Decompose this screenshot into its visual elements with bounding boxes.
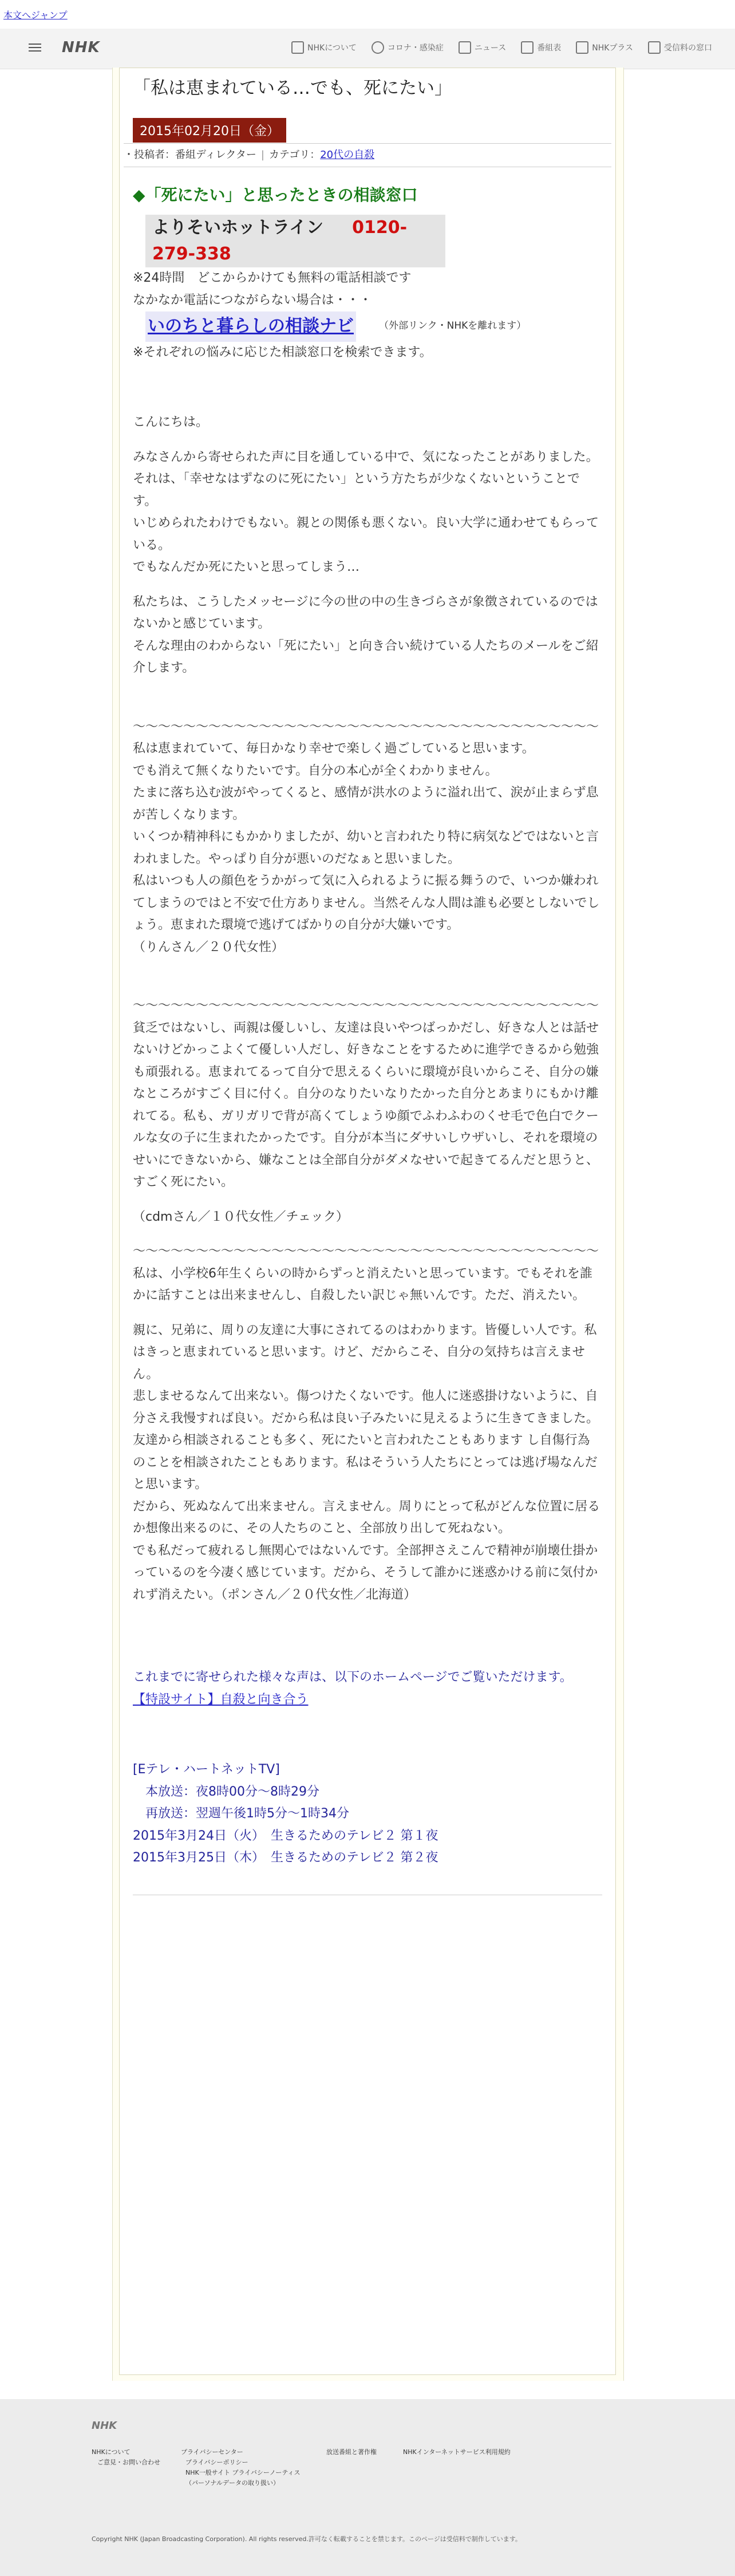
outro-text: これまでに寄せられた様々な声は、以下のホームページでご覧いただけます。 (133, 1670, 572, 1685)
nav-nhk-about[interactable] (291, 41, 357, 54)
category-label: カテゴリ： (268, 149, 321, 161)
wave-divider: 〜〜〜〜〜〜〜〜〜〜〜〜〜〜〜〜〜〜〜〜〜〜〜〜〜〜〜〜〜〜〜〜〜〜〜〜〜 (133, 1244, 599, 1259)
footer-link[interactable]: NHKインターネットサービス利用規約 (403, 2448, 511, 2456)
nav-label: コロナ・感染症 (387, 44, 444, 53)
navi-lead: なかなか電話につながらない場合は・・・ (133, 293, 372, 307)
site-header (0, 29, 735, 69)
bullet-icon: ・ (124, 149, 134, 161)
contract-icon (648, 41, 661, 54)
footer-link[interactable]: 放送番組と著作権 (326, 2448, 377, 2456)
article-body (133, 181, 602, 1895)
paragraph: みなさんから寄せられた声に目を通している中で、気になったことがありました。 (133, 449, 599, 464)
paragraph: それは、「幸せなはずなのに死にたい」という方たちが少なくないということです。 (133, 472, 580, 508)
nhk-box-icon (291, 41, 304, 54)
nav-label: 受信料の窓口 (664, 44, 712, 53)
wave-divider: 〜〜〜〜〜〜〜〜〜〜〜〜〜〜〜〜〜〜〜〜〜〜〜〜〜〜〜〜〜〜〜〜〜〜〜〜〜 (133, 999, 599, 1013)
navi-note: ※それぞれの悩みに応じた相談窓口を検索できます。 (133, 345, 432, 360)
divider: | (260, 149, 264, 161)
nav-fee[interactable] (648, 41, 712, 54)
footer-col-2 (181, 2447, 300, 2488)
category-link[interactable]: 20代の自殺 (320, 149, 375, 161)
tv-line: 再放送：翌週午後1時5分〜1時34分 (133, 1806, 349, 1821)
nav-news[interactable] (459, 41, 506, 54)
signature: （りんさん／２０代女性） (133, 940, 284, 954)
page-title: 「私は恵まれている…でも、死にたい」 (133, 78, 452, 98)
paragraph: いくつか精神科にもかかりましたが、幼いと言われたり特に病気などではないと言われました。やっぱり自分が悪いのだなぁと思いました。 (133, 830, 599, 866)
hotline-row (145, 215, 602, 267)
paragraph: 私たちは、こうしたメッセージに今の世の中の生きづらさが象徴されているのではないかと感じています。 (133, 594, 598, 631)
paragraph: でも消えて無くなりたいです。自分の本心が全くわかりません。 (133, 763, 498, 778)
paragraph: 私は恵まれていて、毎日かなり幸せで楽しく過ごしていると思います。 (133, 741, 535, 756)
nav-label: NHKプラス (592, 44, 633, 53)
tv-line: [Eテレ・ハートネットTV] (133, 1762, 280, 1777)
nhk-logo[interactable]: NHK (62, 39, 100, 56)
skip-to-content-link[interactable]: 本文へジャンプ (3, 10, 68, 21)
paragraph: 私は、小学校6年生くらいの時からずっと消えたいと思っています。でもそれを誰かに話すことは出来ませんし、自殺したい訳じゃ無いんです。ただ、消えたい。 (133, 1266, 592, 1303)
paragraph: そんな理由のわからない「死にたい」と向き合い続けている人たちのメールをご紹介します。 (133, 638, 599, 675)
greeting: こんにちは。 (133, 415, 209, 429)
navi-row (145, 311, 602, 342)
hotline-name: よりそいホットライン (152, 218, 324, 238)
paragraph: 親に、兄弟に、周りの友達に大事にされてるのはわかります。皆優しい人です。私はきっと恵まれていると思います。けど、だからこそ、自分の気持ちは言えません。 (133, 1323, 597, 1382)
external-link-note: （外部リンク・NHKを離れます） (379, 320, 527, 332)
paragraph: 友達から相談されることも多く、死にたいと言われたこともあります し自傷行為のことを相談されたこともあります。私はそういう人たちにとっては逃げ場なんだと思います。 (133, 1433, 598, 1492)
paragraph: 私はいつも人の顔色をうかがって気に入られるように振る舞うので、いつか嫌われてしまうのではと不安で仕方ありません。当然そんな人間は誰も必要としないでしょう。恵まれた環境で逃げてばかりの自分が大嫌いです。 (133, 874, 600, 932)
tv-info (133, 1759, 602, 1895)
footer-col-1 (92, 2447, 160, 2468)
footer-col-4 (403, 2447, 511, 2457)
hamburger-menu-icon[interactable] (29, 41, 41, 52)
hotline-note: ※24時間 どこからかけても無料の電話相談です (133, 271, 412, 285)
consult-navi-link[interactable]: いのちと暮らしの相談ナビ (145, 311, 356, 342)
paragraph: 貧乏ではないし、両親は優しいし、友達は良いやつばっかだし、好きな人とは話せないけどかっこよくて優しい人だし、好きなことをするために進学できるから勉強も頑張れる。恵まれてるって自分で思えるくらいに環境が良いからこそ、自分の嫌なところがすごく目に付く。自分のなりたいなりたかった自分とあまりにもかけ離れてる。私も、ガリガリで背が高くてしょうゆ顔でふわふわのくせ毛で色白でクールな女の子に生まれたかったです。自分が本当にダサいしウザいし、それを環境のせいにできないから、嫌なことは全部自分がダメなせいで起きてるんだと思うと、すごく死にたい。 (133, 1020, 599, 1189)
footer-logo[interactable]: NHK (92, 2420, 117, 2432)
news-icon (459, 41, 471, 54)
nav-label: 番組表 (537, 44, 562, 53)
footer-link[interactable]: プライバシーセンター (181, 2448, 243, 2456)
nav-nhk-plus[interactable] (576, 41, 633, 54)
paragraph: 悲しませるなんて出来ない。傷つけたくないです。他人に迷惑掛けないように、自分さえ我慢すれば良い。だから私は良い子みたいに見えるように生きてきました。 (133, 1389, 599, 1426)
footer-link: （パーソナルデータの取り扱い） (185, 2479, 280, 2487)
paragraph: いじめられたわけでもない。親との関係も悪くない。良い大学に通わせてもらっている。 (133, 516, 599, 553)
copyright: Copyright NHK (Japan Broadcasting Corporation). All rights reserved.許可なく転載することを禁じます。このページは受信料で制作しています。 (92, 2535, 521, 2543)
paragraph: でも私だって疲れるし無関心ではないんです。全部押さえこんで精神が崩壊仕掛かっているのを今凄く感じています。だから、そうして誰かに迷惑かける前に気付かれず消えたい。（ポンさん／２０代女性／北海道） (133, 1543, 598, 1602)
paragraph: だから、死ぬなんて出来ません。言えません。周りにとって私がどんな位置に居るか想像出来るのに、その人たちのこと、全部放り出して死ねない。 (133, 1499, 600, 1536)
paragraph: たまに落ち込む波がやってくると、感情が洪水のように溢れ出て、涙が止まらず息が苦しくなります。 (133, 786, 599, 822)
site-footer (0, 2399, 735, 2576)
signature: （cdmさん／１０代女性／チェック） (133, 1209, 349, 1224)
nav-program-guide[interactable] (521, 41, 561, 54)
header-nav (291, 41, 712, 54)
tv-line: 2015年3月25日（木） 生きるためのテレビ２ 第２夜 (133, 1851, 438, 1865)
footer-col-3 (326, 2447, 377, 2457)
plus-icon (576, 41, 588, 54)
footer-link[interactable]: プライバシーポリシー (185, 2459, 248, 2466)
nav-corona[interactable] (372, 41, 444, 54)
post-meta (124, 143, 611, 167)
nav-label: NHKについて (307, 44, 357, 53)
footer-link[interactable]: NHKについて (92, 2448, 131, 2456)
grid-icon (521, 41, 534, 54)
hotline-number[interactable]: 0120-279-338 (152, 218, 408, 264)
help-heading: ◆「死にたい」と思ったときの相談窓口 (133, 186, 418, 204)
tv-line: 本放送：夜8時00分〜8時29分 (133, 1784, 319, 1799)
hotline-box (145, 215, 445, 267)
post-date: 2015年02月20日（金） (133, 118, 286, 143)
paragraph: でもなんだか死にたいと思ってしまう… (133, 560, 360, 574)
special-site-link[interactable]: 【特設サイト】自殺と向き合う (133, 1692, 309, 1707)
wave-divider: 〜〜〜〜〜〜〜〜〜〜〜〜〜〜〜〜〜〜〜〜〜〜〜〜〜〜〜〜〜〜〜〜〜〜〜〜〜 (133, 719, 599, 734)
tv-line: 2015年3月24日（火） 生きるためのテレビ２ 第１夜 (133, 1828, 438, 1843)
nav-label: ニュース (474, 44, 507, 53)
footer-link[interactable]: ご意見・お問い合わせ (97, 2459, 160, 2466)
poster: 投稿者：番組ディレクター (134, 149, 256, 161)
footer-link[interactable]: NHK一般サイト プライバシーノーティス (185, 2469, 301, 2476)
virus-icon (372, 41, 384, 54)
